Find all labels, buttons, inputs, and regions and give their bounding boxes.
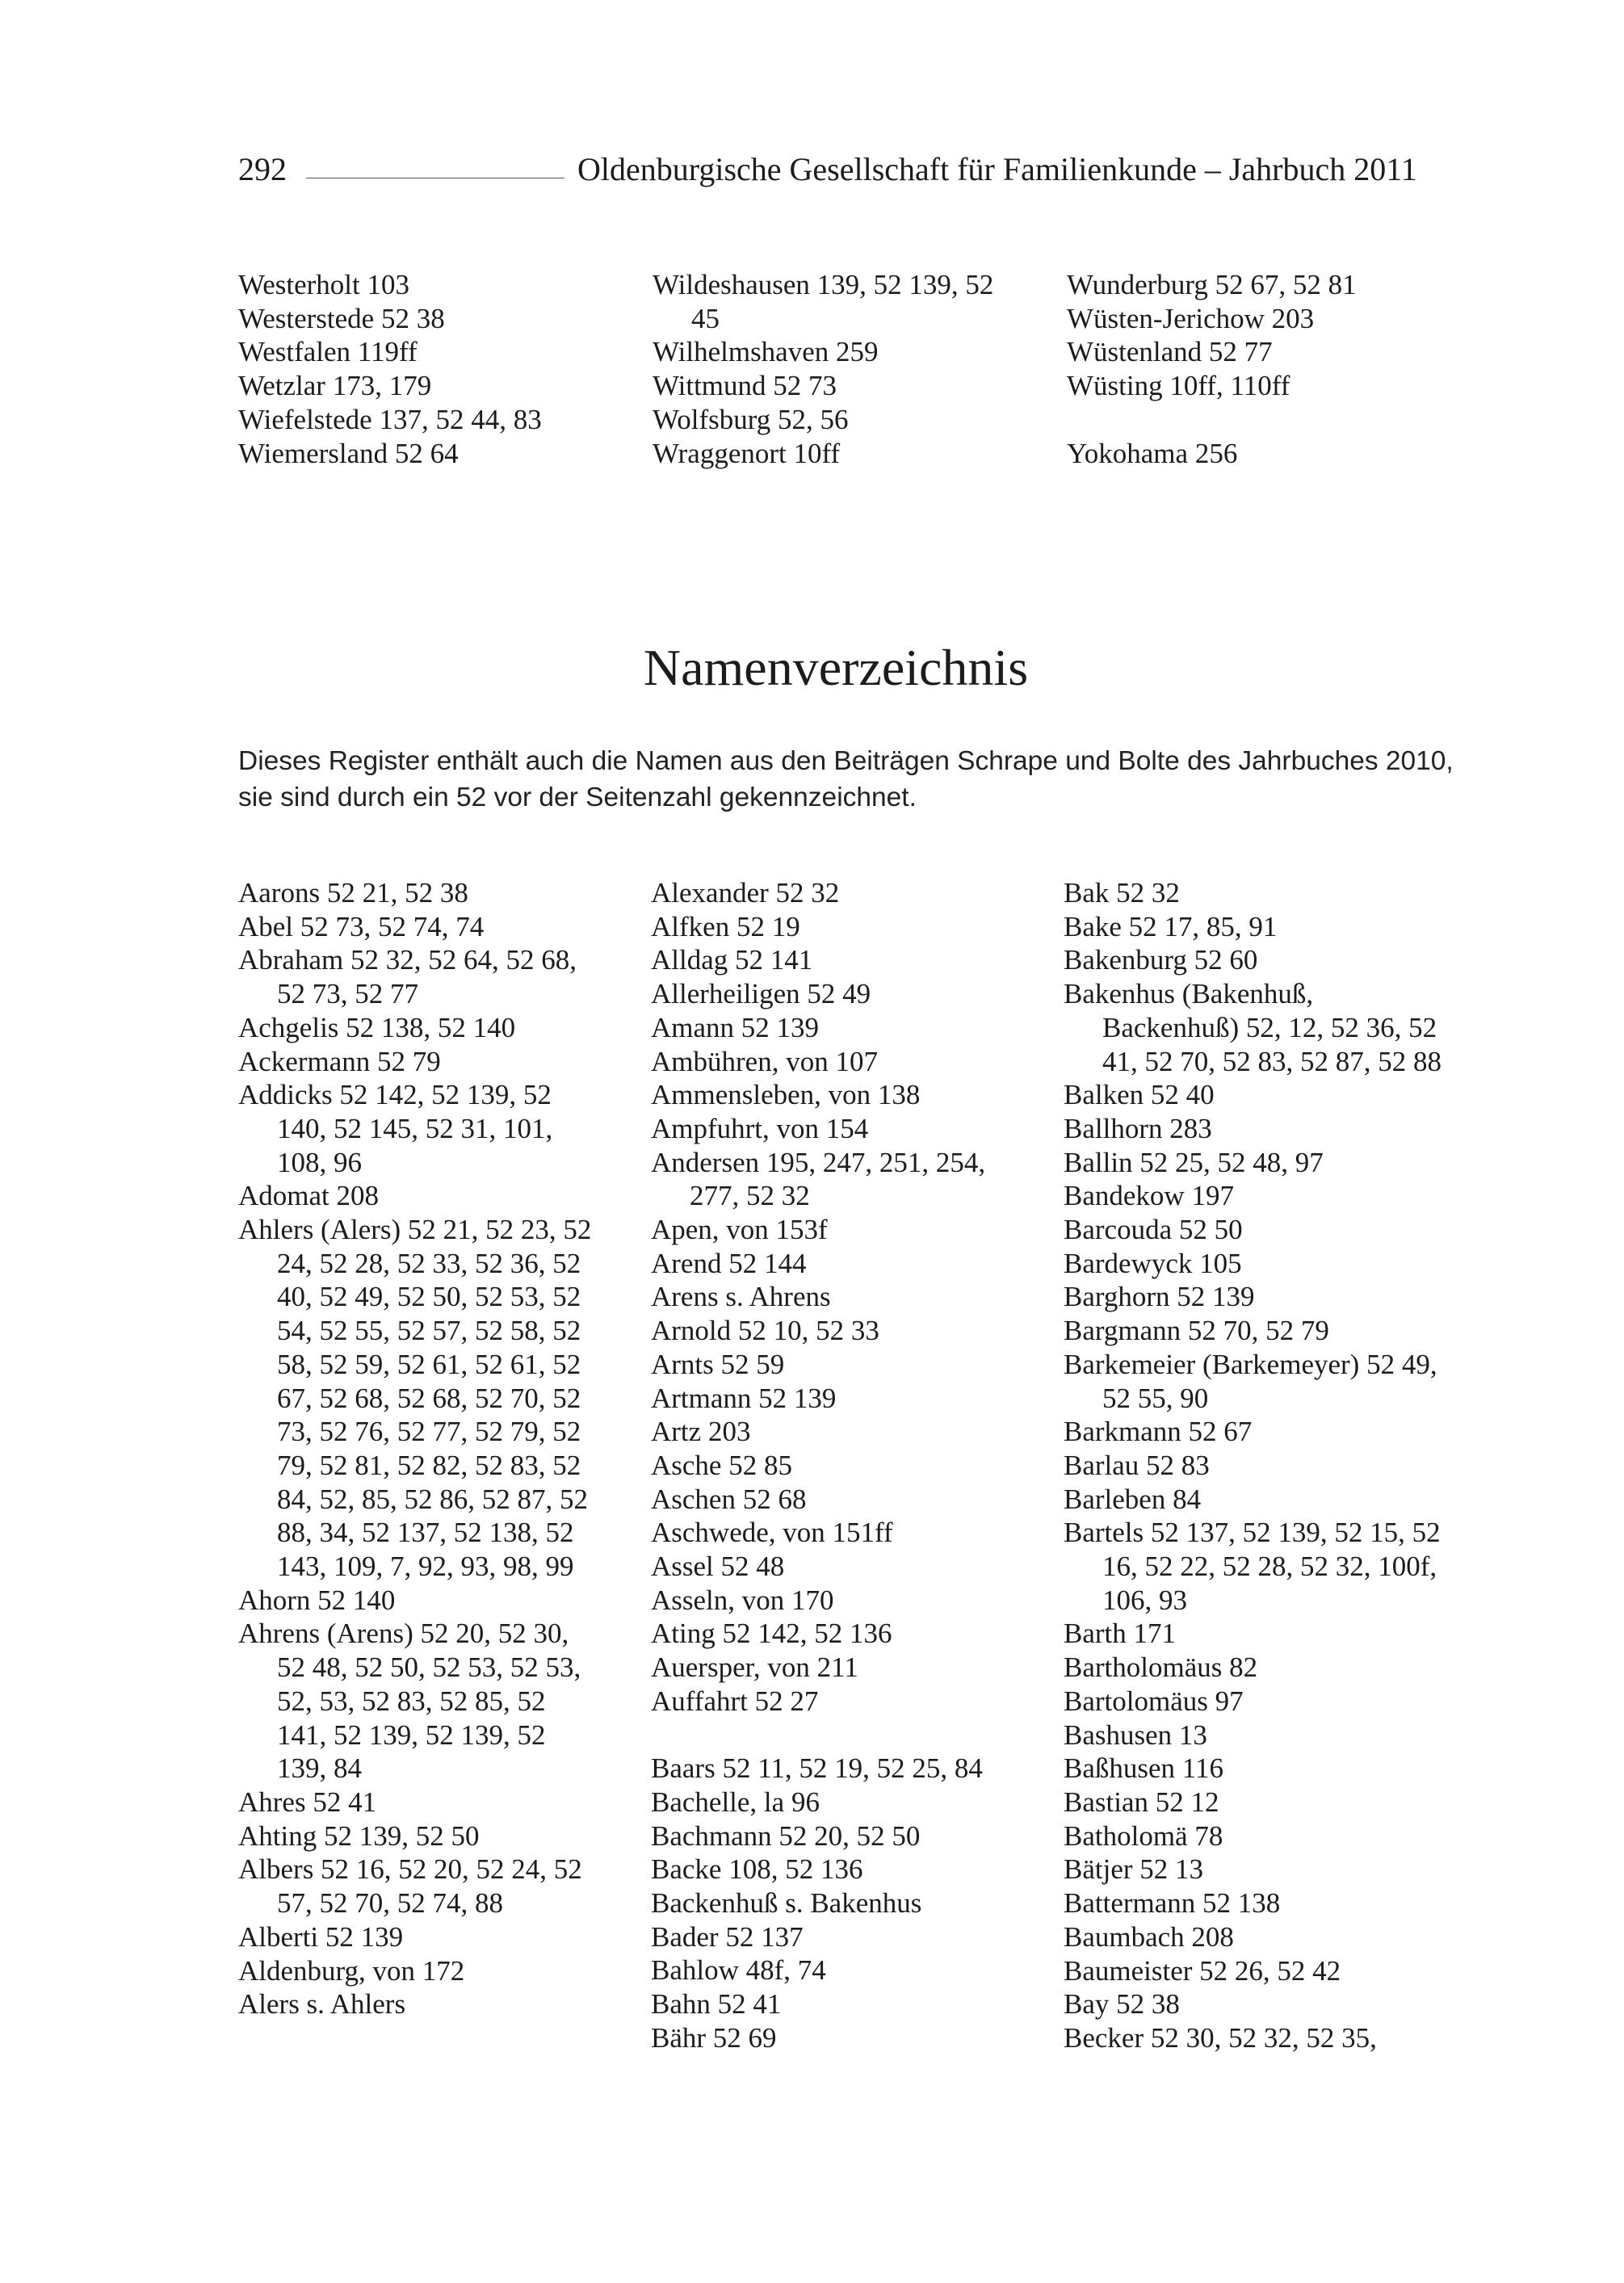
index-entry: Alers s. Ahlers — [238, 1988, 406, 2021]
index-entry: Ackermann 52 79 — [238, 1045, 441, 1077]
index-entry: Bahn 52 41 — [651, 1988, 782, 2021]
index-entry: Arens s. Ahrens — [651, 1281, 831, 1313]
intro-line-2: sie sind durch ein 52 vor der Seitenzahl gekennzeichnet. — [238, 783, 917, 812]
index-spacer — [1067, 403, 1471, 437]
index-entry: Bak 52 32 — [1064, 877, 1180, 909]
index-entry: Asche 52 85 — [651, 1449, 792, 1481]
index-entry: Bakenburg 52 60 — [1064, 944, 1258, 976]
index-entry: Ammensleben, von 138 — [651, 1079, 921, 1111]
index-entry: Bätjer 52 13 — [1064, 1853, 1204, 1886]
index-entry: Alberti 52 139 — [238, 1920, 404, 1953]
index-entry: Andersen 195, 247, 251, 254, 277, 52 32 — [651, 1146, 986, 1212]
index-entry: Wüsting 10ff, 110ff — [1067, 370, 1290, 402]
index-entry: Wolfsburg 52, 56 — [653, 403, 849, 435]
index-entry: Westfalen 119ff — [238, 336, 418, 368]
index-entry: Wilhelmshaven 259 — [653, 336, 879, 368]
index-entry: Addicks 52 142, 52 139, 52 140, 52 145, 52 31, 101, 108, 96 — [238, 1079, 553, 1178]
index-entry: Wiefelstede 137, 52 44, 83 — [238, 403, 542, 435]
index-entry: Auffahrt 52 27 — [651, 1685, 819, 1717]
name-index — [238, 876, 1441, 2120]
index-entry: Aschen 52 68 — [651, 1483, 807, 1515]
index-entry: Arnold 52 10, 52 33 — [651, 1315, 879, 1347]
index-entry: Barkemeier (Barkemeyer) 52 49, 52 55, 90 — [1064, 1348, 1437, 1414]
index-entry: Aldenburg, von 172 — [238, 1954, 465, 1987]
index-entry: Barlau 52 83 — [1064, 1449, 1210, 1481]
index-entry: Barcouda 52 50 — [1064, 1214, 1243, 1246]
index-entry: Auersper, von 211 — [651, 1651, 858, 1684]
index-entry: Wildeshausen 139, 52 139, 52 45 — [653, 269, 994, 334]
index-entry: Alldag 52 141 — [651, 944, 813, 976]
index-entry: Apen, von 153f — [651, 1214, 828, 1246]
index-entry: Barth 171 — [1064, 1618, 1177, 1650]
intro-line-1: Dieses Register enthält auch die Namen aus den Beiträgen Schrape und Bolte des Jahrbuches 2010, — [238, 746, 1454, 776]
index-entry: Bartels 52 137, 52 139, 52 15, 52 16, 52 22, 52 28, 52 32, 100f, 106, 93 — [1064, 1517, 1441, 1616]
page-header — [238, 150, 1429, 191]
index-entry: Bahlow 48f, 74 — [651, 1954, 826, 1987]
index-entry: Wiemersland 52 64 — [238, 437, 459, 469]
index-entry: Abraham 52 32, 52 64, 52 68, 52 73, 52 77 — [238, 944, 577, 1010]
index-entry: Backenhuß s. Bakenhus — [651, 1887, 922, 1920]
index-entry: Assel 52 48 — [651, 1551, 785, 1583]
index-entry: Ballhorn 283 — [1064, 1112, 1212, 1144]
index-entry: Aarons 52 21, 52 38 — [238, 877, 468, 909]
index-entry: Baars 52 11, 52 19, 52 25, 84 — [651, 1752, 983, 1785]
index-entry: Barkmann 52 67 — [1064, 1416, 1253, 1448]
index-entry: Baumbach 208 — [1064, 1920, 1234, 1953]
index-entry: Battermann 52 138 — [1064, 1887, 1281, 1920]
index-entry: Becker 52 30, 52 32, 52 35, — [1064, 2021, 1377, 2054]
index-entry: Artmann 52 139 — [651, 1382, 837, 1414]
index-entry: Balken 52 40 — [1064, 1079, 1215, 1111]
index-entry: Aschwede, von 151ff — [651, 1517, 893, 1549]
index-entry: Ahrens (Arens) 52 20, 52 30, 52 48, 52 50, 52 53, 52 53, 52, 53, 52 83, 52 85, 52 141, 52 139, 52 139, 52 139, 84 — [238, 1618, 581, 1785]
index-entry: Wittmund 52 73 — [653, 370, 837, 402]
name-index-column-2 — [651, 876, 1014, 2055]
index-entry: Barleben 84 — [1064, 1483, 1202, 1515]
index-entry: Achgelis 52 138, 52 140 — [238, 1011, 516, 1043]
section-intro — [238, 743, 1454, 816]
index-entry: Alexander 52 32 — [651, 877, 840, 909]
index-entry: Bake 52 17, 85, 91 — [1064, 910, 1278, 942]
index-entry: Ahlers (Alers) 52 21, 52 23, 52 24, 52 28, 52 33, 52 36, 52 40, 52 49, 52 50, 52 53, 52 54, 52 55, 52 57, 52 58, 52 58, 52 59, 52 61, 52 61, 52 67, 52 68, 52 68, 52 70, 52 73, 52 76, 52 77, 52 79, 52 79, 52 81, 52 82, 52 83, 52 84, 52, 85, 52 86, 52 87, 52 88, 34, 52 137, 52 138, 52 143, 109, 7, 92, 93, 98, 99 — [238, 1214, 592, 1583]
index-entry: Westerholt 103 — [238, 269, 409, 300]
index-entry: Artz 203 — [651, 1416, 751, 1448]
index-entry: Barghorn 52 139 — [1064, 1281, 1255, 1313]
running-head: Oldenburgische Gesellschaft für Familienkunde – Jahrbuch 2011 — [577, 151, 1417, 187]
place-index-column-3 — [1067, 268, 1471, 470]
index-entry: Bardewyck 105 — [1064, 1247, 1242, 1279]
index-entry: Wetzlar 173, 179 — [238, 370, 432, 402]
index-entry: Abel 52 73, 52 74, 74 — [238, 910, 485, 942]
index-entry: Arend 52 144 — [651, 1247, 807, 1279]
index-entry: Backe 108, 52 136 — [651, 1853, 863, 1886]
index-entry: Wunderburg 52 67, 52 81 — [1067, 269, 1357, 300]
index-entry: Wüstenland 52 77 — [1067, 336, 1273, 368]
index-entry: Yokohama 256 — [1067, 437, 1238, 469]
place-index-column-2 — [653, 268, 1024, 470]
index-entry: Baßhusen 116 — [1064, 1752, 1223, 1785]
index-entry: Bargmann 52 70, 52 79 — [1064, 1315, 1329, 1347]
index-entry: Bachmann 52 20, 52 50 — [651, 1819, 921, 1852]
index-entry: Baumeister 52 26, 52 42 — [1064, 1954, 1341, 1987]
index-entry: Bartholomäus 82 — [1064, 1651, 1258, 1684]
index-entry: Amann 52 139 — [651, 1011, 820, 1043]
index-entry: Bandekow 197 — [1064, 1180, 1234, 1212]
index-entry: Albers 52 16, 52 20, 52 24, 52 57, 52 70, 52 74, 88 — [238, 1853, 582, 1920]
index-entry: Bakenhus (Bakenhuß, Backenhuß) 52, 12, 52 36, 52 41, 52 70, 52 83, 52 87, 52 88 — [1064, 978, 1441, 1077]
index-entry: Bachelle, la 96 — [651, 1786, 820, 1818]
index-entry: Ambühren, von 107 — [651, 1045, 878, 1077]
index-entry: Bartolomäus 97 — [1064, 1685, 1244, 1717]
index-entry: Adomat 208 — [238, 1180, 380, 1212]
section-title: Namenverzeichnis — [643, 639, 1029, 696]
index-entry: Bay 52 38 — [1064, 1988, 1180, 2021]
index-entry: Ahres 52 41 — [238, 1786, 377, 1818]
index-entry: Ahorn 52 140 — [238, 1584, 396, 1616]
index-spacer — [651, 1719, 1014, 1752]
name-index-column-3 — [1064, 876, 1443, 2055]
index-entry: Arnts 52 59 — [651, 1348, 785, 1380]
name-index-column-1 — [238, 876, 602, 2021]
index-entry: Bader 52 137 — [651, 1920, 804, 1953]
place-index-column-1 — [238, 268, 642, 470]
index-entry: Batholomä 78 — [1064, 1819, 1223, 1852]
index-entry: Ballin 52 25, 52 48, 97 — [1064, 1146, 1324, 1178]
index-entry: Ating 52 142, 52 136 — [651, 1618, 892, 1650]
index-entry: Wüsten-Jerichow 203 — [1067, 302, 1315, 334]
place-index-continuation — [238, 268, 1433, 478]
index-entry: Allerheiligen 52 49 — [651, 978, 871, 1010]
index-entry: Bashusen 13 — [1064, 1719, 1207, 1751]
index-entry: Ahting 52 139, 52 50 — [238, 1819, 480, 1852]
index-entry: Bähr 52 69 — [651, 2021, 777, 2054]
index-entry: Wraggenort 10ff — [653, 437, 841, 469]
index-entry: Asseln, von 170 — [651, 1584, 834, 1616]
index-entry: Westerstede 52 38 — [238, 302, 445, 334]
page-number: 292 — [238, 151, 287, 187]
index-entry: Bastian 52 12 — [1064, 1786, 1219, 1818]
index-entry: Alfken 52 19 — [651, 910, 800, 942]
index-entry: Ampfuhrt, von 154 — [651, 1112, 869, 1144]
